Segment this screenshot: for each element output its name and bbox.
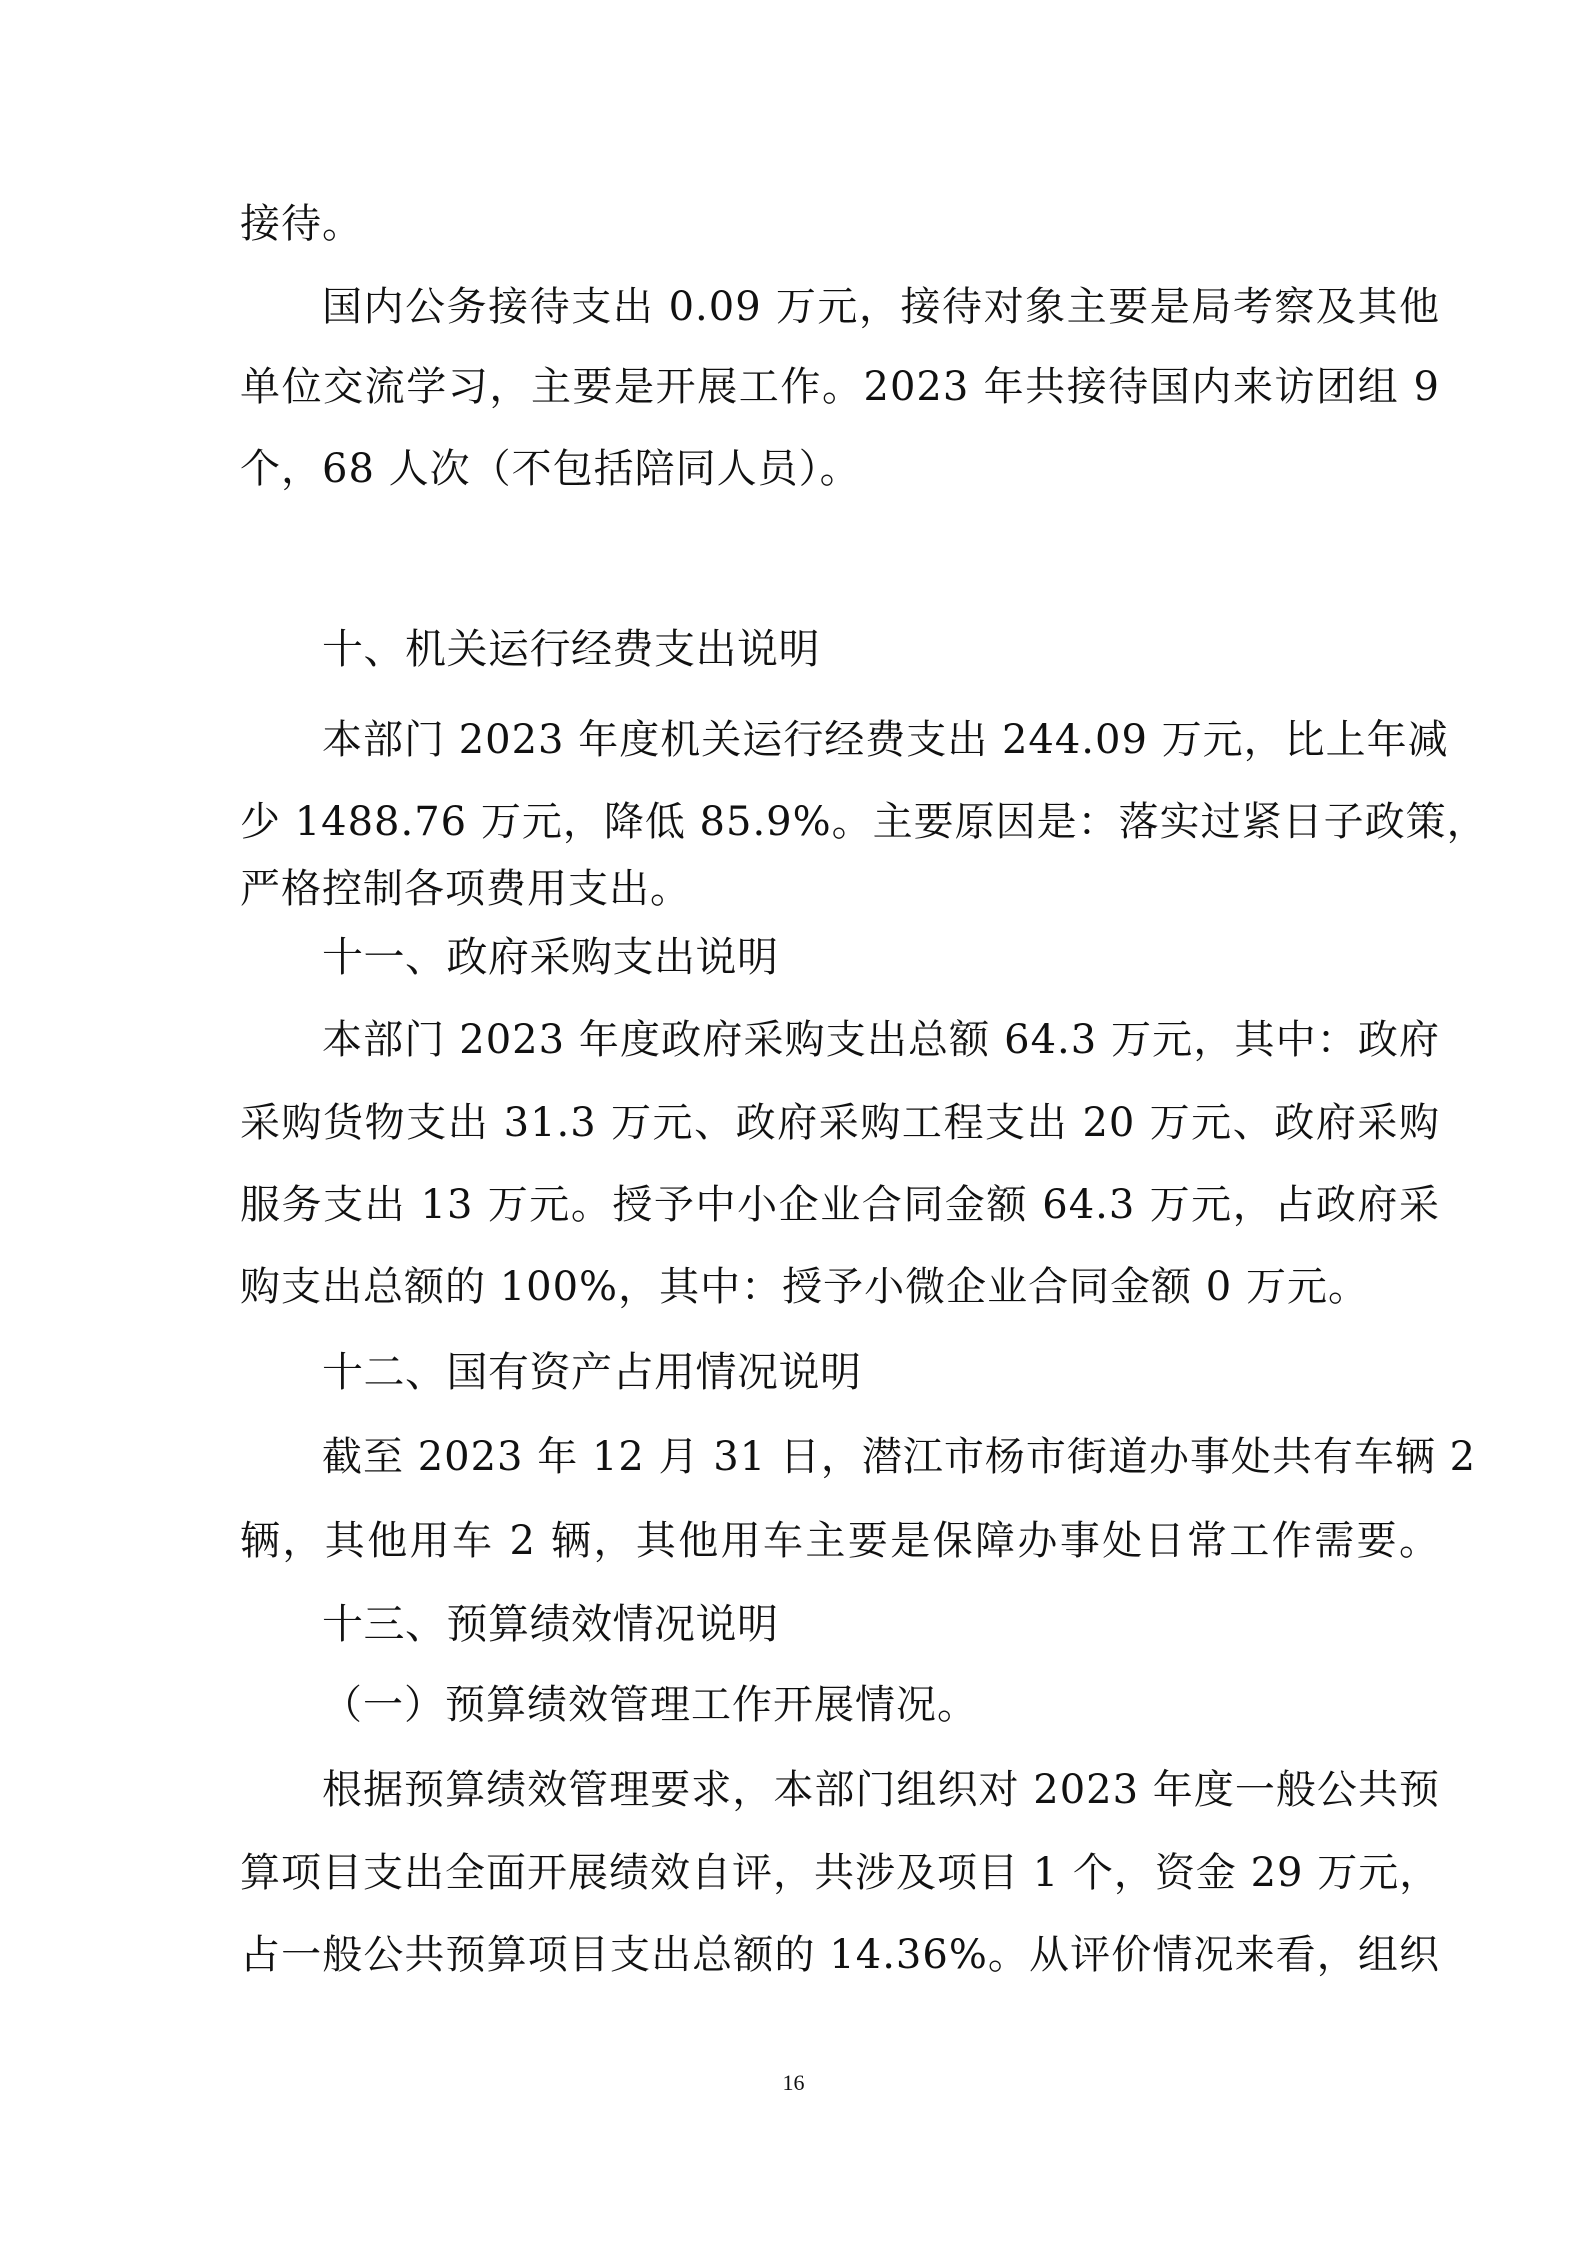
section-heading: 十二、国有资产占用情况说明 (322, 1348, 862, 1396)
paragraph-line: 占一般公共预算项目支出总额的 14.36%。从评价情况来看，组织 (240, 1932, 1440, 1978)
paragraph-line: 算项目支出全面开展绩效自评，共涉及项目 1 个，资金 29 万元， (240, 1850, 1441, 1896)
paragraph-line: 接待。 (240, 201, 363, 247)
paragraph-line: 国内公务接待支出 0.09 万元，接待对象主要是局考察及其他 (322, 284, 1440, 330)
paragraph-line: 少 1488.76 万元，降低 85.9%。主要原因是：落实过紧日子政策， (240, 799, 1488, 845)
paragraph-line: 个，68 人次（不包括陪同人员）。 (240, 446, 861, 492)
paragraph-line: 服务支出 13 万元。授予中小企业合同金额 64.3 万元，占政府采 (240, 1182, 1440, 1228)
paragraph-line: 采购货物支出 31.3 万元、政府采购工程支出 20 万元、政府采购 (240, 1100, 1440, 1146)
section-heading: 十三、预算绩效情况说明 (322, 1600, 779, 1648)
paragraph-line: 本部门 2023 年度机关运行经费支出 244.09 万元，比上年减 (322, 717, 1449, 763)
paragraph-line: 严格控制各项费用支出。 (240, 866, 691, 912)
paragraph-line: 根据预算绩效管理要求，本部门组织对 2023 年度一般公共预 (322, 1767, 1440, 1813)
paragraph-line: 辆，其他用车 2 辆，其他用车主要是保障办事处日常工作需要。 (240, 1518, 1440, 1564)
page-number: 16 (782, 2070, 805, 2095)
section-heading: 十、机关运行经费支出说明 (322, 625, 820, 673)
subsection-heading: （一）预算绩效管理工作开展情况。 (322, 1682, 978, 1728)
paragraph-line: 单位交流学习，主要是开展工作。2023 年共接待国内来访团组 9 (240, 364, 1440, 410)
paragraph-line: 本部门 2023 年度政府采购支出总额 64.3 万元，其中：政府 (322, 1017, 1440, 1063)
paragraph-line: 购支出总额的 100%，其中：授予小微企业合同金额 0 万元。 (240, 1264, 1369, 1310)
paragraph-line: 截至 2023 年 12 月 31 日，潜江市杨市街道办事处共有车辆 2 (322, 1434, 1477, 1480)
section-heading: 十一、政府采购支出说明 (322, 933, 779, 981)
